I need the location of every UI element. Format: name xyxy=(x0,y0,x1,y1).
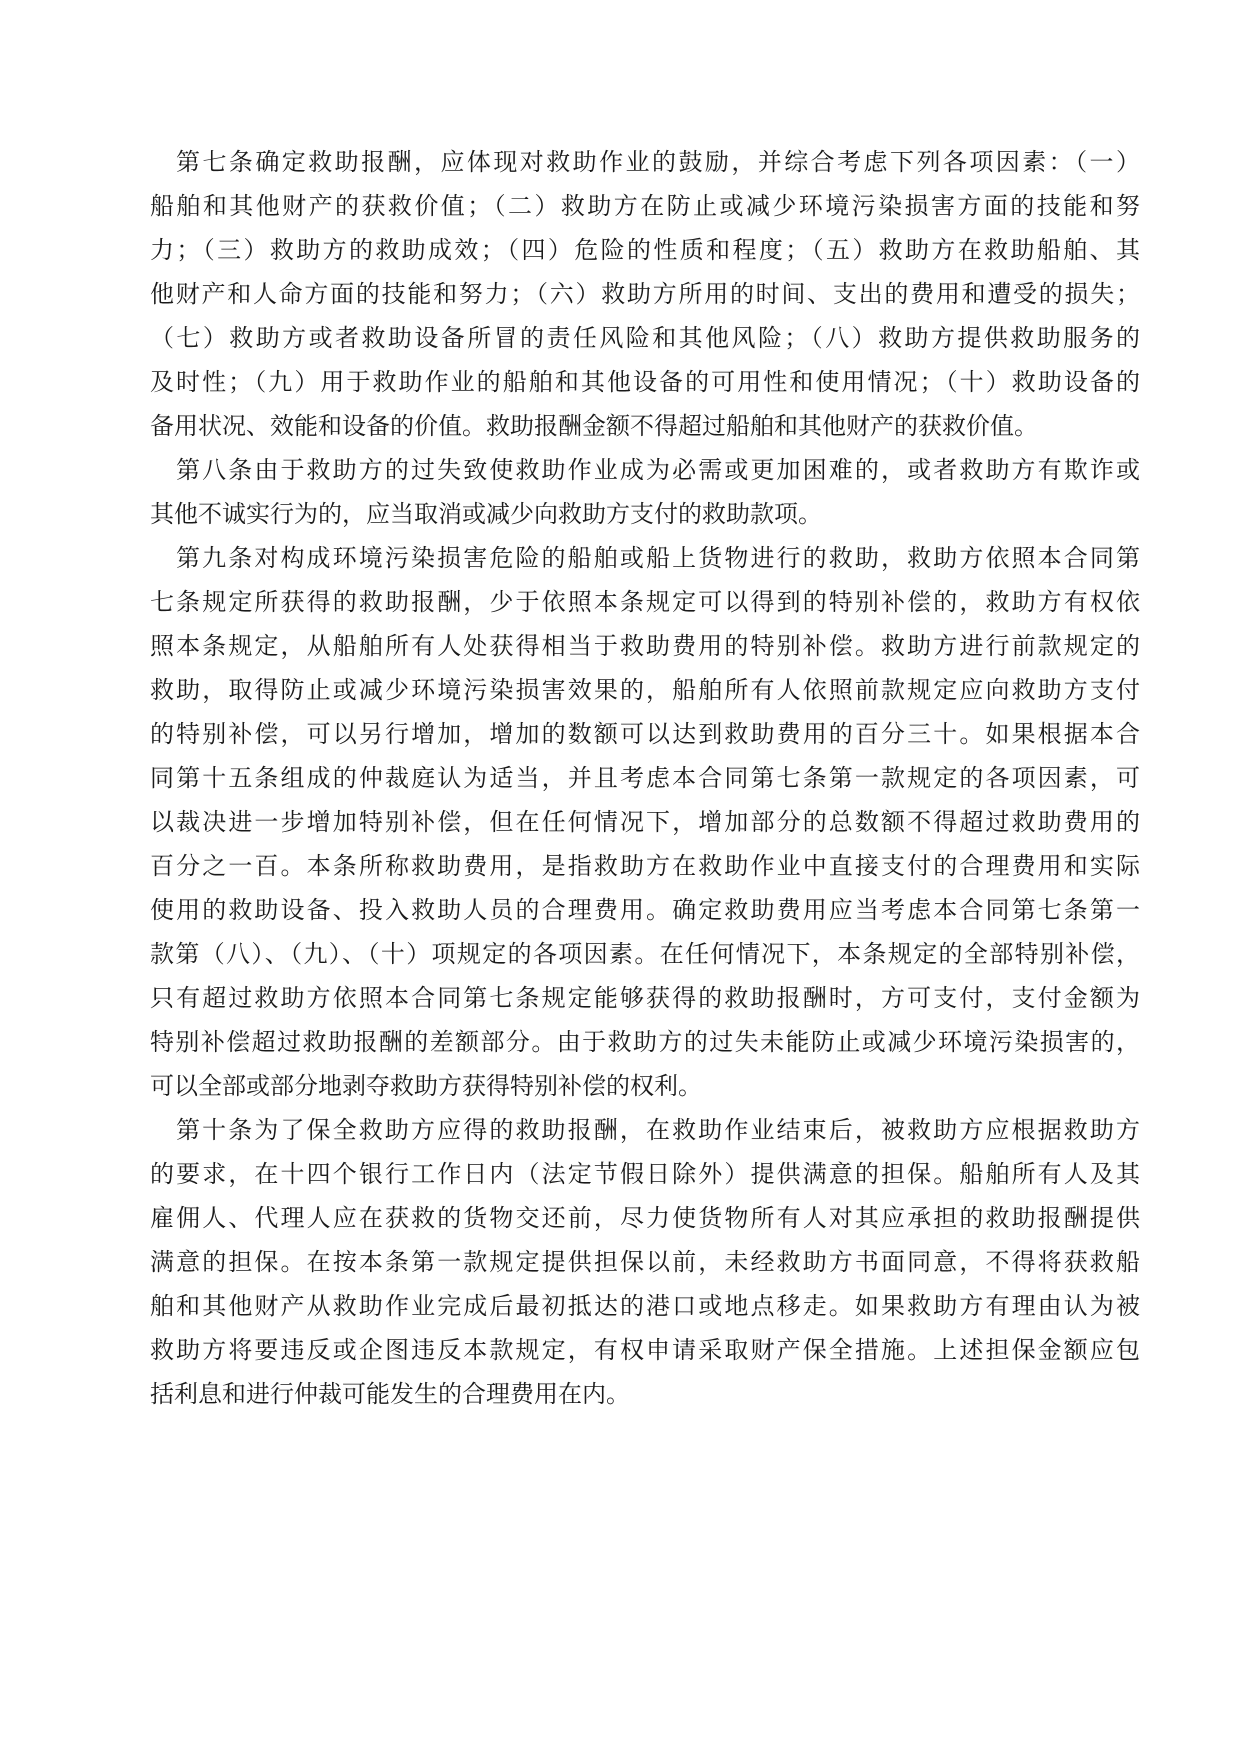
text-line: 满意的担保。在按本条第一款规定提供担保以前，未经救助方书面同意，不得将获救船 xyxy=(150,1248,1140,1276)
text-line: 第七条确定救助报酬，应体现对救助作业的鼓励，并综合考虑下列各项因素：（一） xyxy=(176,148,1140,176)
text-line: 括利息和进行仲裁可能发生的合理费用在内。 xyxy=(150,1380,630,1408)
document-body xyxy=(150,140,1140,1416)
text-line: 七条规定所获得的救助报酬，少于依照本条规定可以得到的特别补偿的，救助方有权依 xyxy=(150,588,1140,616)
text-line: 百分之一百。本条所称救助费用，是指救助方在救助作业中直接支付的合理费用和实际 xyxy=(150,852,1140,880)
text-line: 第十条为了保全救助方应得的救助报酬，在救助作业结束后，被救助方应根据救助方 xyxy=(176,1116,1140,1144)
text-line: 及时性；（九）用于救助作业的船舶和其他设备的可用性和使用情况；（十）救助设备的 xyxy=(150,368,1140,396)
text-line: 其他不诚实行为的，应当取消或减少向救助方支付的救助款项。 xyxy=(150,500,822,528)
text-line: 船舶和其他财产的获救价值；（二）救助方在防止或减少环境污染损害方面的技能和努 xyxy=(150,192,1140,220)
text-line: （七）救助方或者救助设备所冒的责任风险和其他风险；（八）救助方提供救助服务的 xyxy=(150,324,1140,352)
text-line: 特别补偿超过救助报酬的差额部分。由于救助方的过失未能防止或减少环境污染损害的， xyxy=(150,1028,1140,1056)
text-line: 以裁决进一步增加特别补偿，但在任何情况下，增加部分的总数额不得超过救助费用的 xyxy=(150,808,1140,836)
text-line: 他财产和人命方面的技能和努力；（六）救助方所用的时间、支出的费用和遭受的损失； xyxy=(150,280,1140,308)
text-line: 的要求，在十四个银行工作日内（法定节假日除外）提供满意的担保。船舶所有人及其 xyxy=(150,1160,1140,1188)
text-line: 第八条由于救助方的过失致使救助作业成为必需或更加困难的，或者救助方有欺诈或 xyxy=(176,456,1140,484)
text-line: 照本条规定，从船舶所有人处获得相当于救助费用的特别补偿。救助方进行前款规定的 xyxy=(150,632,1140,660)
text-line: 备用状况、效能和设备的价值。救助报酬金额不得超过船舶和其他财产的获救价值。 xyxy=(150,412,1038,440)
text-line: 救助，取得防止或减少环境污染损害效果的，船舶所有人依照前款规定应向救助方支付 xyxy=(150,676,1140,704)
text-line: 雇佣人、代理人应在获救的货物交还前，尽力使货物所有人对其应承担的救助报酬提供 xyxy=(150,1204,1140,1232)
paragraph-article-10 xyxy=(150,1108,1140,1416)
text-line: 使用的救助设备、投入救助人员的合理费用。确定救助费用应当考虑本合同第七条第一 xyxy=(150,896,1140,924)
text-line: 款第（八）、（九）、（十）项规定的各项因素。在任何情况下，本条规定的全部特别补偿， xyxy=(150,940,1140,968)
text-line: 力；（三）救助方的救助成效；（四）危险的性质和程度；（五）救助方在救助船舶、其 xyxy=(150,236,1140,264)
paragraph-article-8 xyxy=(150,448,1140,536)
text-line: 只有超过救助方依照本合同第七条规定能够获得的救助报酬时，方可支付，支付金额为 xyxy=(150,984,1140,1012)
text-line: 救助方将要违反或企图违反本款规定，有权申请采取财产保全措施。上述担保金额应包 xyxy=(150,1336,1140,1364)
paragraph-article-9 xyxy=(150,536,1140,1108)
text-line: 第九条对构成环境污染损害危险的船舶或船上货物进行的救助，救助方依照本合同第 xyxy=(176,544,1140,572)
text-line: 同第十五条组成的仲裁庭认为适当，并且考虑本合同第七条第一款规定的各项因素，可 xyxy=(150,764,1140,792)
text-line: 舶和其他财产从救助作业完成后最初抵达的港口或地点移走。如果救助方有理由认为被 xyxy=(150,1292,1140,1320)
text-line: 可以全部或部分地剥夺救助方获得特别补偿的权利。 xyxy=(150,1072,702,1100)
paragraph-article-7 xyxy=(150,140,1140,448)
text-line: 的特别补偿，可以另行增加，增加的数额可以达到救助费用的百分三十。如果根据本合 xyxy=(150,720,1140,748)
